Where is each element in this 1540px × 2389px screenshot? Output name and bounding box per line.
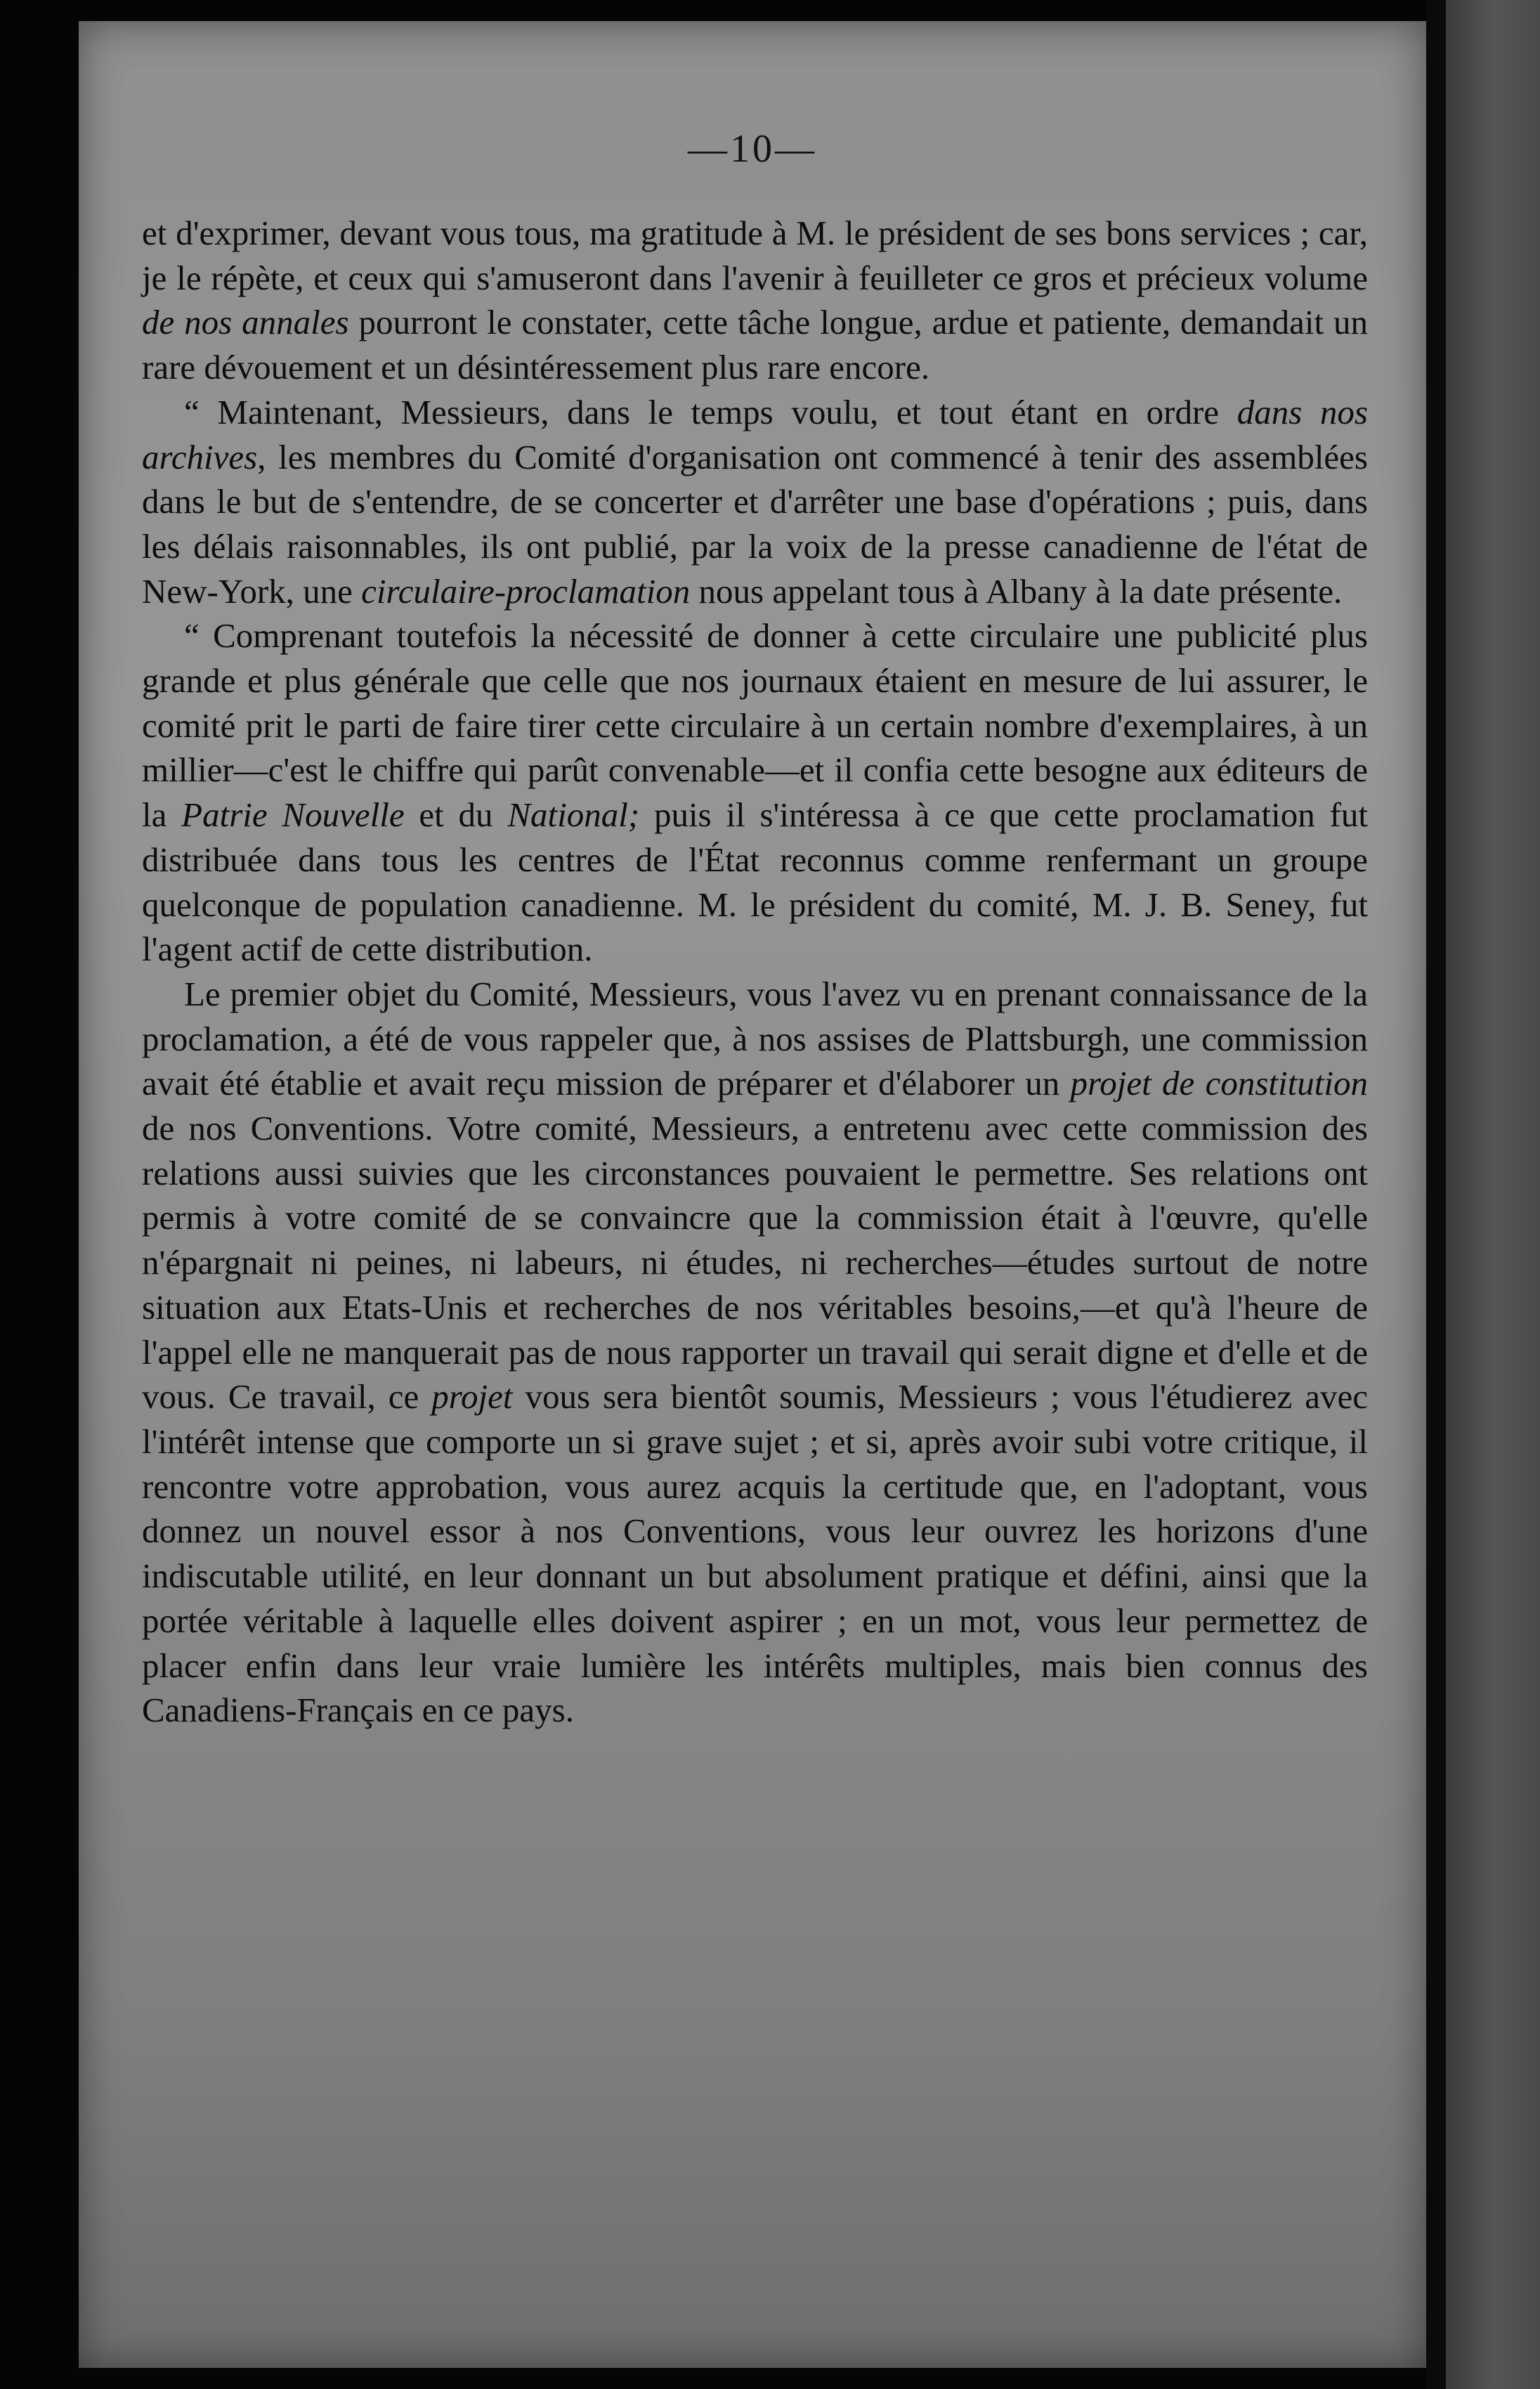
paragraph-text: , les membres du Comité d'organisation ont commencé à tenir des assemblées dans le but de s'entendre, de se concerter et d'arrêter une base d'opérations ; puis, dans les délais raisonnables, ils ont publié, par la voix de la presse canadienne de l'état de New-York, une bbox=[142, 437, 1368, 611]
paragraph-text: pourront le constater, cette tâche longue, ardue et patiente, demandait un rare dévouement et un désintéressement plus rare encore. bbox=[142, 303, 1368, 387]
paragraph-text: “ Maintenant, Messieurs, dans le temps voulu, et tout étant en ordre bbox=[184, 392, 1237, 431]
italic-text: National; bbox=[507, 795, 640, 835]
italic-text: projet de constitution bbox=[1070, 1064, 1368, 1103]
paragraph-text: Le premier objet du Comité, Messieurs, vous l'avez vu en prenant connaissance de la proclamation, a été de vous rappeler que, à nos assises de Plattsburgh, une commission avait été établie et avait reçu mission de préparer et d'élaborer un bbox=[142, 974, 1368, 1103]
paragraph-p2 bbox=[142, 390, 1368, 614]
paragraph-p4 bbox=[142, 972, 1368, 1733]
page-number: —10— bbox=[688, 127, 817, 171]
adjacent-page-edge bbox=[1446, 0, 1540, 2389]
italic-text: de nos annales bbox=[142, 303, 349, 342]
italic-text: projet bbox=[431, 1377, 513, 1417]
body-text bbox=[142, 211, 1368, 1733]
paragraph-text: vous sera bientôt soumis, Messieurs ; vous l'étudierez avec l'intérêt intense que comporte un si grave sujet ; et si, après avoir subi votre critique, il rencontre votre approbation, vous aurez acquis la certitude que, en l'adoptant, vous donnez un nouvel essor à nos Conventions, vous leur ouvrez les horizons d'une indiscutable utilité, en leur donnant un but absolument pratique et défini, ainsi que la portée véritable à laquelle elles doivent aspirer ; en un mot, vous leur permettez de placer enfin dans leur vraie lumière les intérêts multiples, mais bien connus des Canadiens-Français en ce pays. bbox=[142, 1377, 1368, 1730]
paragraph-text: de nos Conventions. Votre comité, Messieurs, a entretenu avec cette commission des relations aussi suivies que les circonstances pouvaient le permettre. Ses relations ont permis à votre comité de se convaincre que la commission était à l'œuvre, qu'elle n'épargnait ni peines, ni labeurs, ni études, ni recherches—études surtout de notre situation aux Etats-Unis et recherches de nos véritables besoins,—et qu'à l'heure de l'appel elle ne manquerait pas de nous rapporter un travail qui serait digne et d'elle et de vous. Ce travail, ce bbox=[142, 1109, 1368, 1417]
paragraph-p1 bbox=[142, 211, 1368, 390]
paragraph-p3 bbox=[142, 613, 1368, 972]
paragraph-text: “ Comprenant toutefois la nécessité de donner à cette circulaire une publicité plus grande et plus générale que celle que nos journaux étaient en mesure de lui assurer, le comité prit le parti de faire tirer cette circulaire à un certain nombre d'exemplaires, à un millier—c'est le chiffre qui parût convenable—et il confia cette besogne aux éditeurs de la bbox=[142, 616, 1368, 835]
paragraph-text: et du bbox=[404, 795, 508, 835]
italic-text: dans nos archives bbox=[142, 392, 1368, 476]
italic-text: Patrie Nouvelle bbox=[181, 795, 405, 835]
page-gutter bbox=[1426, 0, 1446, 2389]
paragraph-text: puis il s'intéressa à ce que cette proclamation fut distribuée dans tous les centres de l'État reconnus comme renfermant un groupe quelconque de population canadienne. M. le président du comité, M. J. B. Seney, fut l'agent actif de cette distribution. bbox=[142, 795, 1368, 969]
paragraph-text: et d'exprimer, devant vous tous, ma gratitude à M. le président de ses bons services ; car, je le répète, et ceux qui s'amuseront dans l'avenir à feuilleter ce gros et précieux volume bbox=[142, 214, 1368, 297]
italic-text: circulaire-proclamation bbox=[361, 571, 691, 611]
document-page bbox=[79, 21, 1426, 2368]
paragraph-text: nous appelant tous à Albany à la date présente. bbox=[690, 571, 1343, 611]
